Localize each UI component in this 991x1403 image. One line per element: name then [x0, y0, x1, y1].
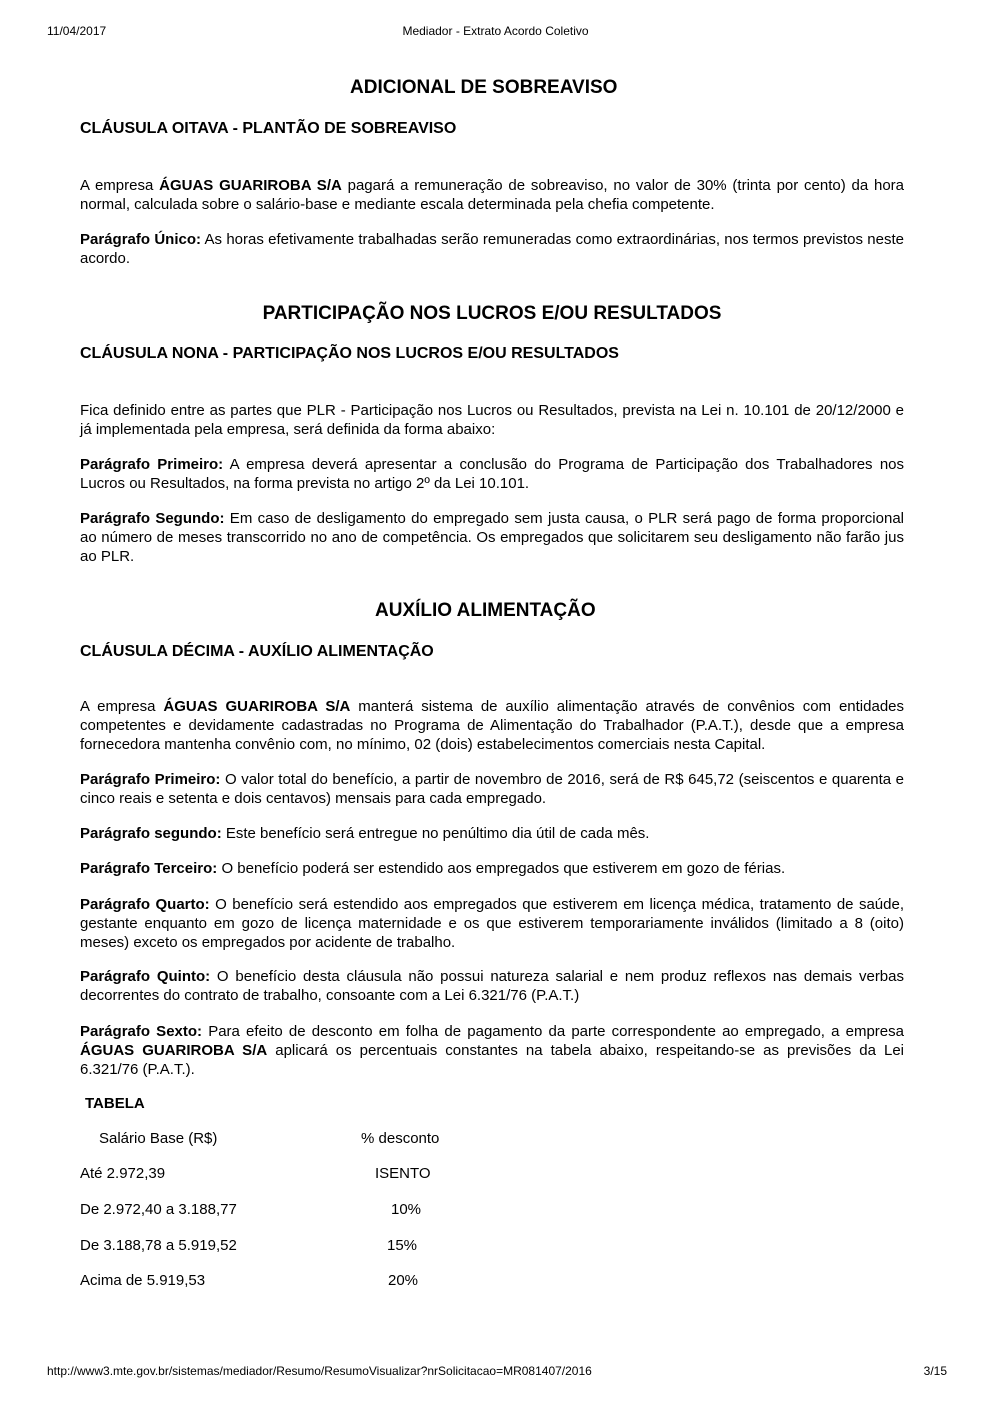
- table-cell-salary: Até 2.972,39: [80, 1165, 166, 1182]
- table-cell-discount: ISENTO: [375, 1165, 431, 1182]
- section-title-plr: PARTICIPAÇÃO NOS LUCROS E/OU RESULTADOS: [262, 303, 722, 324]
- paragraph-plr-main: Fica definido entre as partes que PLR - Participação nos Lucros ou Resultados, prevista na Lei n. 10.101 de 20/12/2000 e já implementada pela empresa, será definida da forma abaixo:: [80, 402, 904, 438]
- document-title: Mediador - Extrato Acordo Coletivo: [402, 24, 589, 38]
- source-url: http://www3.mte.gov.br/sistemas/mediador/Resumo/ResumoVisualizar?nrSolicitacao=MR081407/2016: [47, 1364, 592, 1378]
- clause-title-nona: CLÁUSULA NONA - PARTICIPAÇÃO NOS LUCROS E/OU RESULTADOS: [80, 345, 619, 362]
- paragraph-plr-primeiro: Parágrafo Primeiro: A empresa deverá apresentar a conclusão do Programa de Participação dos Trabalhadores nos Lucros ou Resultados, na forma prevista no artigo 2º da Lei 10.101.: [80, 456, 905, 492]
- clause-title-decima: CLÁUSULA DÉCIMA - AUXÍLIO ALIMENTAÇÃO: [80, 643, 434, 660]
- table-cell-discount: 15%: [387, 1237, 418, 1254]
- page-number: 3/15: [923, 1364, 947, 1378]
- print-date: 11/04/2017: [47, 24, 107, 38]
- paragraph-alimentacao-quinto: Parágrafo Quinto: O benefício desta cláusula não possui natureza salarial e nem produz reflexos nas demais verbas decorrentes do contrato de trabalho, consoante com a Lei 6.321/76 (P.A.T.): [80, 968, 904, 1004]
- clause-title-oitava: CLÁUSULA OITAVA - PLANTÃO DE SOBREAVISO: [80, 120, 457, 137]
- paragraph-alimentacao-primeiro: Parágrafo Primeiro: O valor total do benefício, a partir de novembro de 2016, será de R$ 645,72 (seiscentos e quarenta e cinco reais e setenta e dois centavos) mensais para cada empregado.: [80, 771, 904, 807]
- table-cell-salary: De 3.188,78 a 5.919,52: [80, 1237, 237, 1254]
- table-header-salary: Salário Base (R$): [99, 1130, 218, 1147]
- table-label: TABELA: [85, 1095, 145, 1112]
- paragraph-alimentacao-main: A empresa ÁGUAS GUARIROBA S/A manterá sistema de auxílio alimentação através de convênios com entidades competentes e devidamente cadastradas no Programa de Alimentação do Trabalhador (P.A.T.), desde que a empresa fornecedora mantenha convênio com, no mínimo, 02 (dois) estabelecimentos comerciais nesta Capital.: [80, 698, 905, 753]
- paragraph-alimentacao-quarto: Parágrafo Quarto: O benefício será estendido aos empregados que estiverem em licença médica, tratamento de saúde, gestante enquanto em gozo de licença maternidade e os que estiverem temporariamente inválidos (limitado a 8 (oito) meses) exceto os empregados por acidente de trabalho.: [80, 896, 904, 951]
- paragraph-alimentacao-segundo: Parágrafo segundo: Este benefício será entregue no penúltimo dia útil de cada mês.: [80, 825, 650, 842]
- paragraph-alimentacao-terceiro: Parágrafo Terceiro: O benefício poderá ser estendido aos empregados que estiverem em gozo de férias.: [80, 860, 786, 877]
- table-cell-salary: De 2.972,40 a 3.188,77: [80, 1201, 237, 1218]
- page-break-remnant: [80, 1341, 600, 1347]
- section-title-sobreaviso: ADICIONAL DE SOBREAVISO: [350, 77, 618, 98]
- section-title-alimentacao: AUXÍLIO ALIMENTAÇÃO: [375, 600, 596, 621]
- table-header-discount: % desconto: [361, 1130, 440, 1147]
- table-cell-discount: 10%: [391, 1201, 422, 1218]
- paragraph-sobreaviso-unico: Parágrafo Único: As horas efetivamente trabalhadas serão remuneradas como extraordinárias, nos termos previstos neste acordo.: [80, 231, 904, 267]
- table-cell-discount: 20%: [388, 1272, 419, 1289]
- paragraph-plr-segundo: Parágrafo Segundo: Em caso de desligamento do empregado sem justa causa, o PLR será pago de forma proporcional ao número de meses transcorrido no ano de competência. Os empregados que solicitarem seu desligamento não farão jus ao PLR.: [80, 510, 904, 565]
- paragraph-alimentacao-sexto: Parágrafo Sexto: Para efeito de desconto em folha de pagamento da parte correspondente ao empregado, a empresa ÁGUAS GUARIROBA S/A aplicará os percentuais constantes na tabela abaixo, respeitando-se as previsões da Lei 6.321/76 (P.A.T.).: [80, 1023, 905, 1078]
- paragraph-sobreaviso-main: A empresa ÁGUAS GUARIROBA S/A pagará a remuneração de sobreaviso, no valor de 30% (trinta por cento) da hora normal, calculada sobre o salário-base e mediante escala determinada pela chefia competente.: [80, 177, 905, 213]
- table-cell-salary: Acima de 5.919,53: [80, 1272, 206, 1289]
